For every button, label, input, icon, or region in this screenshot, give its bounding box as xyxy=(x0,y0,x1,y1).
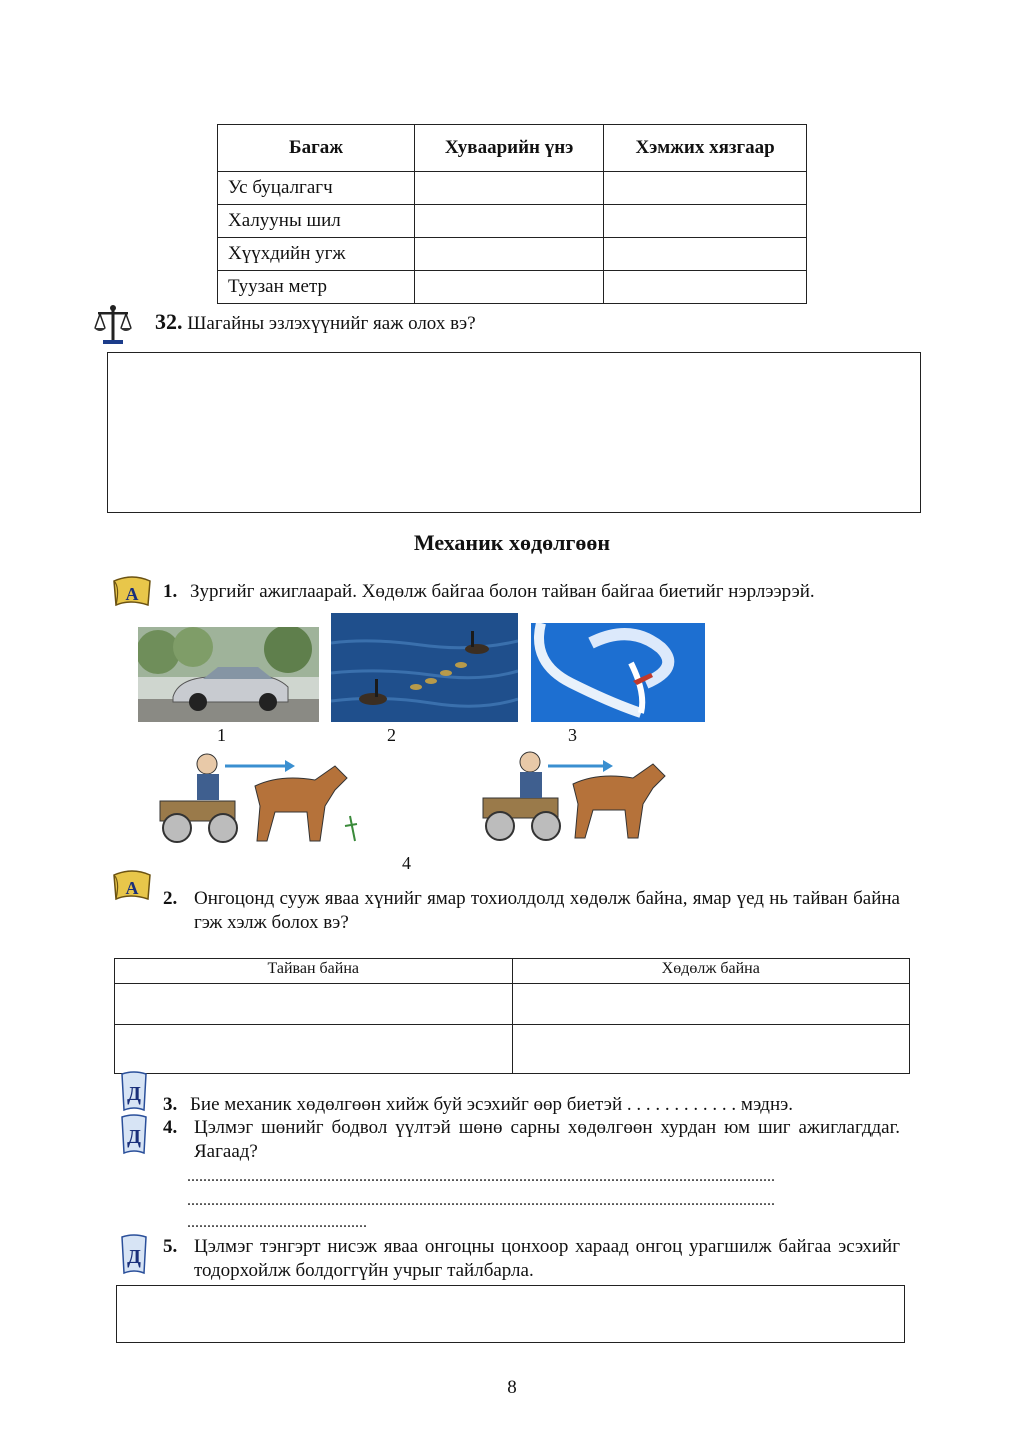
plane-sky-photo xyxy=(531,623,705,722)
question-4 xyxy=(163,1116,900,1164)
question-text: Цэлмэг тэнгэрт нисэж яваа онгоцны цонхоор хараад онгоц урагшилж байгаа эсэхийг тодорхойлж болдоггүйн учрыг тайлбарла. xyxy=(194,1236,900,1281)
table-cell: Хүүхдийн угж xyxy=(218,238,415,271)
d-badge-icon xyxy=(116,1233,152,1277)
question-number: 2. xyxy=(163,888,178,909)
svg-text:А: А xyxy=(125,584,139,604)
table-cell-empty[interactable] xyxy=(604,205,807,238)
table-cell: Туузан метр xyxy=(218,271,415,304)
table-cell-empty[interactable] xyxy=(604,271,807,304)
svg-text:А: А xyxy=(125,878,139,898)
question-number: 5. xyxy=(163,1236,178,1257)
instrument-table xyxy=(217,124,807,304)
image-label: 4 xyxy=(402,853,411,873)
question-text: Цэлмэг шөнийг бодвол үүлтэй шөнө сарны хөдөлгөөн хурдан юм шиг ажиглагддаг. Яагаад? xyxy=(194,1117,900,1162)
answer-line[interactable]: ................................................................................................................................................... xyxy=(187,1192,775,1209)
rest-motion-table xyxy=(114,958,910,1074)
answer-line[interactable]: ................................................................................................................................................... xyxy=(187,1168,775,1185)
table-header: Хуваарийн үнэ xyxy=(415,125,604,172)
horse-cart-illustration xyxy=(155,746,375,848)
table-header: Хэмжих хязгаар xyxy=(604,125,807,172)
a-badge-icon xyxy=(110,575,154,611)
table-row xyxy=(218,271,807,304)
svg-text:Д: Д xyxy=(127,1126,141,1148)
answer-line[interactable]: ............................................. xyxy=(187,1214,367,1231)
d-badge-icon xyxy=(116,1113,152,1157)
question-text: Зургийг ажиглаарай. Хөдөлж байгаа болон тайван байгаа биетийг нэрлээрэй. xyxy=(190,581,815,602)
d-badge-icon xyxy=(116,1070,152,1114)
table-cell: Ус буцалгагч xyxy=(218,172,415,205)
question-32 xyxy=(155,310,476,336)
question-text: Онгоцонд сууж яваа хүнийг ямар тохиолдолд хөдөлж байна, ямар үед нь тайван байна гэж хэлж болох вэ? xyxy=(194,888,900,933)
question-1 xyxy=(163,580,815,604)
table-row xyxy=(218,205,807,238)
horse-cart-illustration xyxy=(478,746,678,844)
svg-text:Д: Д xyxy=(127,1083,141,1105)
question-text: Бие механик хөдөлгөөн хийж буй эсэхийг өөр биетэй . . . . . . . . . . . . мэднэ. xyxy=(190,1094,794,1115)
question-number: 1. xyxy=(163,581,178,602)
image-label: 1 xyxy=(217,725,226,745)
image-label: 2 xyxy=(387,725,396,745)
table-cell-empty[interactable] xyxy=(415,271,604,304)
question-3 xyxy=(163,1093,793,1117)
question-2 xyxy=(163,887,900,935)
image-label: 3 xyxy=(568,725,577,745)
section-title: Механик хөдөлгөөн xyxy=(413,530,611,555)
table-cell-empty[interactable] xyxy=(604,172,807,205)
geese-photo xyxy=(331,613,518,722)
table-cell-empty[interactable] xyxy=(512,1025,910,1074)
table-header: Тайван байна xyxy=(115,959,513,984)
table-header: Хөдөлж байна xyxy=(512,959,910,984)
table-row xyxy=(218,238,807,271)
table-cell-empty[interactable] xyxy=(415,205,604,238)
question-text: Шагайны эзлэхүүнийг яаж олох вэ? xyxy=(187,313,476,334)
table-cell: Халууны шил xyxy=(218,205,415,238)
answer-box[interactable] xyxy=(107,352,921,513)
question-number: 32. xyxy=(155,309,183,334)
scales-icon xyxy=(92,304,134,346)
car-photo xyxy=(138,627,319,722)
page-number: 8 xyxy=(507,1377,517,1398)
question-number: 3. xyxy=(163,1094,178,1115)
a-badge-icon xyxy=(110,869,154,905)
table-cell-empty[interactable] xyxy=(115,1025,513,1074)
table-cell-empty[interactable] xyxy=(415,172,604,205)
table-cell-empty[interactable] xyxy=(604,238,807,271)
table-header: Багаж xyxy=(218,125,415,172)
question-5 xyxy=(163,1235,900,1283)
answer-box[interactable] xyxy=(116,1285,905,1343)
table-cell-empty[interactable] xyxy=(512,984,910,1025)
table-cell-empty[interactable] xyxy=(415,238,604,271)
table-cell-empty[interactable] xyxy=(115,984,513,1025)
table-row xyxy=(218,172,807,205)
question-number: 4. xyxy=(163,1117,178,1138)
svg-text:Д: Д xyxy=(127,1246,141,1268)
